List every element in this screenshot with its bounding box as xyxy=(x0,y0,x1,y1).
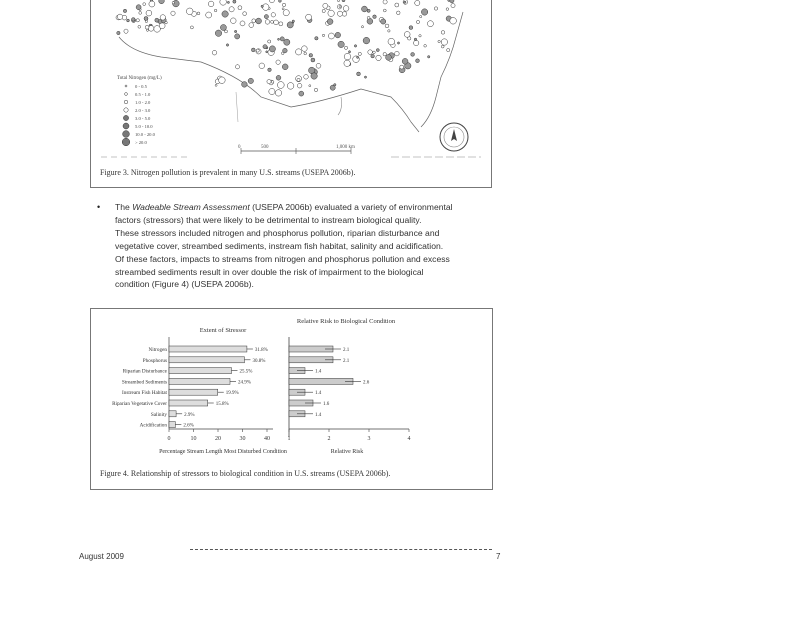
scale-bar xyxy=(241,148,351,154)
sample-point xyxy=(381,19,386,24)
sample-point xyxy=(357,56,359,58)
sample-point xyxy=(404,1,406,3)
legend-item: 5.0 - 10.0 xyxy=(135,124,153,129)
sample-point xyxy=(267,80,271,84)
sample-point xyxy=(383,0,387,4)
sample-point xyxy=(171,11,175,15)
sample-point xyxy=(328,10,334,16)
sample-point xyxy=(344,53,351,60)
figure-3-caption: Figure 3. Nitrogen pollution is prevalent in many U.S. streams (USEPA 2006b). xyxy=(100,168,356,177)
extent-bar xyxy=(169,346,247,352)
sample-point xyxy=(385,24,389,28)
extent-bar xyxy=(169,389,218,395)
legend-symbol xyxy=(123,115,128,120)
right-tick-label: 1 xyxy=(287,436,291,442)
sample-point xyxy=(220,0,227,5)
sample-point xyxy=(302,46,308,52)
sample-point xyxy=(373,15,377,19)
risk-label: 1.6 xyxy=(323,402,330,407)
bullet-line: vegetative cover, streambed sediments, instream fish habitat, salinity and acidification. xyxy=(115,240,444,251)
sample-point xyxy=(265,20,270,25)
legend-item: 3.0 - 5.0 xyxy=(135,116,151,121)
sample-point xyxy=(252,19,256,23)
sample-point xyxy=(354,45,356,47)
sample-point xyxy=(338,0,340,2)
sample-point xyxy=(145,25,149,29)
sample-point xyxy=(277,82,284,89)
sample-point xyxy=(450,18,457,25)
sample-point xyxy=(339,6,341,8)
risk-label: 2.1 xyxy=(343,358,350,364)
sample-point xyxy=(248,78,253,83)
bullet-line: These stressors included nitrogen and phosphorus pollution, riparian disturbance and xyxy=(115,227,440,238)
sample-point xyxy=(276,75,281,80)
sample-point xyxy=(416,20,419,23)
left-panel-title: Extent of Stressor xyxy=(199,327,247,334)
nitrogen-sample-points xyxy=(116,0,456,96)
sample-point xyxy=(268,40,271,43)
sample-point xyxy=(362,6,368,12)
category-label: Streambed Sediments xyxy=(121,379,167,386)
risk-label: 1.4 xyxy=(315,412,322,418)
bullet-line: condition (Figure 4) (USEPA 2006b). xyxy=(115,279,254,290)
extent-bar-label: 31.8% xyxy=(254,348,268,353)
sample-point xyxy=(287,83,294,90)
sample-point xyxy=(342,12,347,17)
sample-point xyxy=(146,10,152,16)
sample-point xyxy=(215,30,221,36)
sample-point xyxy=(343,6,349,12)
sample-point xyxy=(323,3,328,8)
map-legend xyxy=(117,76,162,146)
legend-item: > 20.0 xyxy=(135,140,147,145)
sample-point xyxy=(186,8,193,15)
sample-point xyxy=(334,84,336,86)
legend-symbol xyxy=(124,108,128,112)
sample-point xyxy=(269,46,275,52)
sample-point xyxy=(309,85,311,87)
sample-point xyxy=(197,12,200,15)
sample-point xyxy=(414,38,417,41)
sample-point xyxy=(208,1,214,7)
sample-point xyxy=(256,49,259,52)
sample-point xyxy=(219,77,226,84)
category-label: Acidification xyxy=(139,422,167,429)
bullet-paragraph xyxy=(115,201,515,291)
sample-point xyxy=(383,9,386,12)
sample-point xyxy=(264,15,268,19)
sample-point xyxy=(388,30,390,32)
sample-point xyxy=(358,52,361,55)
risk-bar xyxy=(289,378,353,384)
sample-point xyxy=(386,55,392,61)
sample-point xyxy=(275,90,281,96)
sample-point xyxy=(269,88,275,94)
sample-point xyxy=(367,9,370,12)
sample-point xyxy=(316,63,321,68)
sample-point xyxy=(159,0,165,4)
legend-symbol xyxy=(123,123,129,129)
sample-point xyxy=(235,34,240,39)
sample-point xyxy=(132,18,136,22)
left-axis-label: Percentage Stream Length Most Disturbed Condition xyxy=(159,449,287,455)
category-label: Salinity xyxy=(150,411,167,418)
scale-label: 0 xyxy=(238,145,241,150)
sample-point xyxy=(367,16,370,19)
sample-point xyxy=(447,49,450,52)
sample-point xyxy=(395,51,400,56)
sample-point xyxy=(190,26,193,29)
sample-point xyxy=(148,26,154,32)
sample-point xyxy=(314,88,317,91)
sample-point xyxy=(259,63,265,69)
sample-point xyxy=(344,60,350,66)
left-tick-label: 30 xyxy=(239,436,246,442)
left-tick-label: 20 xyxy=(215,436,221,442)
sample-point xyxy=(363,37,370,44)
risk-label: 1.4 xyxy=(315,369,322,375)
risk-label: 2.1 xyxy=(343,348,350,353)
sample-point xyxy=(337,11,342,16)
extent-bar-label: 30.8% xyxy=(252,358,266,364)
sample-point xyxy=(268,68,272,72)
right-tick-label: 3 xyxy=(367,436,371,442)
sample-point xyxy=(415,0,420,5)
sample-point xyxy=(299,91,304,96)
sample-point xyxy=(276,60,280,64)
sample-point xyxy=(145,20,147,22)
sample-point xyxy=(263,45,267,49)
sample-point xyxy=(327,19,333,25)
sample-point xyxy=(304,52,307,55)
sample-point xyxy=(368,50,373,55)
sample-point xyxy=(328,33,334,39)
sample-point xyxy=(357,72,361,76)
sample-point xyxy=(266,51,268,53)
sample-point xyxy=(279,22,283,26)
sample-point xyxy=(427,21,433,27)
sample-point xyxy=(414,40,419,45)
sample-point xyxy=(256,18,262,24)
sample-point xyxy=(215,84,217,86)
category-label: Riparian Disturbance xyxy=(122,368,167,375)
sample-point xyxy=(441,45,444,48)
sample-point xyxy=(136,5,141,10)
sample-point xyxy=(214,9,217,12)
sample-point xyxy=(271,20,274,23)
sample-point xyxy=(206,12,212,18)
sample-point xyxy=(238,6,242,10)
sample-point xyxy=(441,39,447,45)
sample-point xyxy=(416,59,420,63)
sample-point xyxy=(344,46,347,49)
right-tick-label: 2 xyxy=(327,436,331,442)
sample-point xyxy=(376,49,379,52)
legend-symbol xyxy=(123,131,130,138)
sample-point xyxy=(271,81,274,84)
sample-point xyxy=(397,42,399,44)
sample-point xyxy=(283,48,288,53)
sample-point xyxy=(451,4,455,8)
sample-point xyxy=(234,30,236,32)
sample-point xyxy=(338,41,344,47)
legend-item: 2.0 - 3.0 xyxy=(135,108,151,113)
sample-point xyxy=(160,15,165,20)
sample-point xyxy=(311,58,315,62)
sample-point xyxy=(172,2,174,4)
right-panel-title: Relative Risk to Biological Condition xyxy=(296,318,396,325)
sample-point xyxy=(376,55,381,60)
sample-point xyxy=(271,13,275,17)
scale-label: 500 xyxy=(261,145,269,150)
sample-point xyxy=(138,25,141,28)
extent-bar xyxy=(169,357,244,363)
sample-point xyxy=(220,25,226,31)
sample-point xyxy=(123,9,126,12)
sample-point xyxy=(155,18,159,22)
legend-symbol xyxy=(125,93,128,96)
legend-symbol xyxy=(125,85,127,87)
sample-point xyxy=(297,78,300,81)
sample-point xyxy=(434,7,437,10)
sample-point xyxy=(419,35,421,37)
sample-point xyxy=(235,65,239,69)
sample-point xyxy=(395,3,399,7)
sample-point xyxy=(446,8,449,11)
extent-bar-label: 24.9% xyxy=(238,380,251,386)
sample-point xyxy=(282,8,284,10)
category-label: Nitrogen xyxy=(148,347,167,353)
bullet-title-tail: (USEPA 2006b) evaluated a variety of environmental xyxy=(249,202,453,212)
left-tick-label: 40 xyxy=(264,436,270,442)
sample-point xyxy=(243,12,247,16)
stressor-chart xyxy=(91,309,492,489)
sample-point xyxy=(124,29,128,33)
sample-point xyxy=(292,20,294,22)
sample-point xyxy=(283,10,289,16)
extent-bar-label: 2.6% xyxy=(183,423,194,429)
sample-point xyxy=(278,38,280,40)
sample-point xyxy=(383,53,386,56)
sample-point xyxy=(404,32,410,38)
sample-point xyxy=(240,21,245,26)
footer-page-number: 7 xyxy=(496,552,501,561)
category-label: Instream Fish Habitat xyxy=(122,390,167,397)
sample-point xyxy=(251,48,255,52)
extent-bar xyxy=(169,411,176,417)
sample-point xyxy=(315,37,318,40)
footer-date: August 2009 xyxy=(79,552,124,561)
sample-point xyxy=(242,82,248,88)
sample-point xyxy=(229,7,234,12)
sample-point xyxy=(296,49,302,55)
sample-point xyxy=(282,64,288,70)
extent-bar xyxy=(169,378,230,384)
risk-label: 2.6 xyxy=(363,380,370,386)
footer-rule xyxy=(190,549,492,550)
sample-point xyxy=(287,22,293,28)
figure-3-frame xyxy=(90,0,492,188)
sample-point xyxy=(226,44,228,46)
legend-item: 10.0 - 20.0 xyxy=(135,132,155,137)
sample-point xyxy=(311,73,317,79)
risk-label: 1.4 xyxy=(315,391,322,397)
sample-point xyxy=(282,3,285,6)
sample-point xyxy=(284,39,290,45)
bullet-line: Of these factors, impacts to streams from nitrogen and phosphorus pollution and excess xyxy=(115,253,450,264)
sample-point xyxy=(144,17,148,21)
sample-point xyxy=(159,23,165,29)
north-arrow-icon xyxy=(440,123,468,151)
sample-point xyxy=(136,19,139,22)
sample-point xyxy=(279,0,282,2)
sample-point xyxy=(309,54,313,58)
sample-point xyxy=(322,9,325,12)
right-tick-label: 4 xyxy=(407,436,411,442)
sample-point xyxy=(249,23,254,28)
sample-point xyxy=(409,26,413,30)
legend-item: 1.0 - 2.0 xyxy=(135,100,151,105)
sample-point xyxy=(371,54,375,58)
us-nitrogen-map xyxy=(91,0,491,162)
extent-bar xyxy=(169,422,175,428)
sample-point xyxy=(117,31,120,34)
sample-point xyxy=(231,18,237,24)
sample-point xyxy=(402,58,408,64)
sample-point xyxy=(428,56,430,58)
sample-point xyxy=(450,0,454,3)
sample-point xyxy=(438,40,440,42)
sample-point xyxy=(441,31,445,35)
sample-point xyxy=(280,37,284,41)
extent-bar-label: 2.9% xyxy=(184,412,195,418)
sample-point xyxy=(335,32,341,38)
sample-point xyxy=(361,26,363,28)
sample-point xyxy=(127,19,130,22)
bullet-line: streambed sediments result in over double the risk of impairment to the biological xyxy=(115,266,424,277)
scale-label: 1,000 km xyxy=(336,145,355,150)
sample-point xyxy=(139,12,142,15)
category-label: Phosphorus xyxy=(142,357,167,364)
right-axis-label: Relative Risk xyxy=(330,449,364,455)
sample-point xyxy=(364,76,366,78)
sample-point xyxy=(388,38,395,45)
sample-point xyxy=(342,0,345,2)
sample-point xyxy=(143,3,146,6)
legend-symbol xyxy=(124,100,128,104)
bullet-lead: The xyxy=(115,202,130,212)
extent-bar xyxy=(169,368,231,374)
sample-point xyxy=(304,75,309,80)
extent-bar-label: 15.8% xyxy=(215,402,229,407)
left-tick-label: 0 xyxy=(167,436,171,442)
legend-symbol xyxy=(122,138,130,146)
sample-point xyxy=(306,14,312,20)
bullet-line: factors (stressors) that were likely to be detrimental to instream biological quality. xyxy=(115,214,422,225)
sample-point xyxy=(297,83,302,88)
sample-point xyxy=(397,11,401,15)
sample-point xyxy=(146,29,148,31)
bullet-title: Wadeable Stream Assessment xyxy=(132,202,250,212)
sample-point xyxy=(348,51,350,53)
legend-item: 0 - 0.5 xyxy=(135,84,147,89)
figure-4-frame xyxy=(90,308,493,490)
sample-point xyxy=(424,45,427,48)
sample-point xyxy=(411,53,415,57)
bullet-dot: • xyxy=(97,202,101,212)
sample-point xyxy=(420,16,422,18)
legend-item: 0.5 - 1.0 xyxy=(135,92,151,97)
sample-point xyxy=(322,34,324,36)
legend-title: Total Nitrogen (mg/L) xyxy=(117,76,162,81)
sample-point xyxy=(373,51,376,54)
sample-point xyxy=(227,1,229,3)
sample-point xyxy=(269,0,274,3)
sample-point xyxy=(421,9,427,15)
sample-point xyxy=(400,65,404,69)
extent-bar xyxy=(169,400,208,406)
extent-bar-label: 19.9% xyxy=(225,391,239,397)
category-label: Riparian Vegetative Cover xyxy=(112,401,167,407)
extent-bar-label: 25.5% xyxy=(239,369,253,375)
sample-point xyxy=(222,11,228,17)
sample-point xyxy=(233,0,236,3)
sample-point xyxy=(149,1,155,7)
sample-point xyxy=(212,50,217,55)
sample-point xyxy=(117,14,122,19)
sample-point xyxy=(274,20,279,25)
figure-4-caption: Figure 4. Relationship of stressors to biological condition in U.S. streams (USEPA 2006b). xyxy=(100,469,391,478)
sample-point xyxy=(261,5,263,7)
scale-bar-labels xyxy=(238,145,355,150)
left-tick-label: 10 xyxy=(190,436,197,442)
